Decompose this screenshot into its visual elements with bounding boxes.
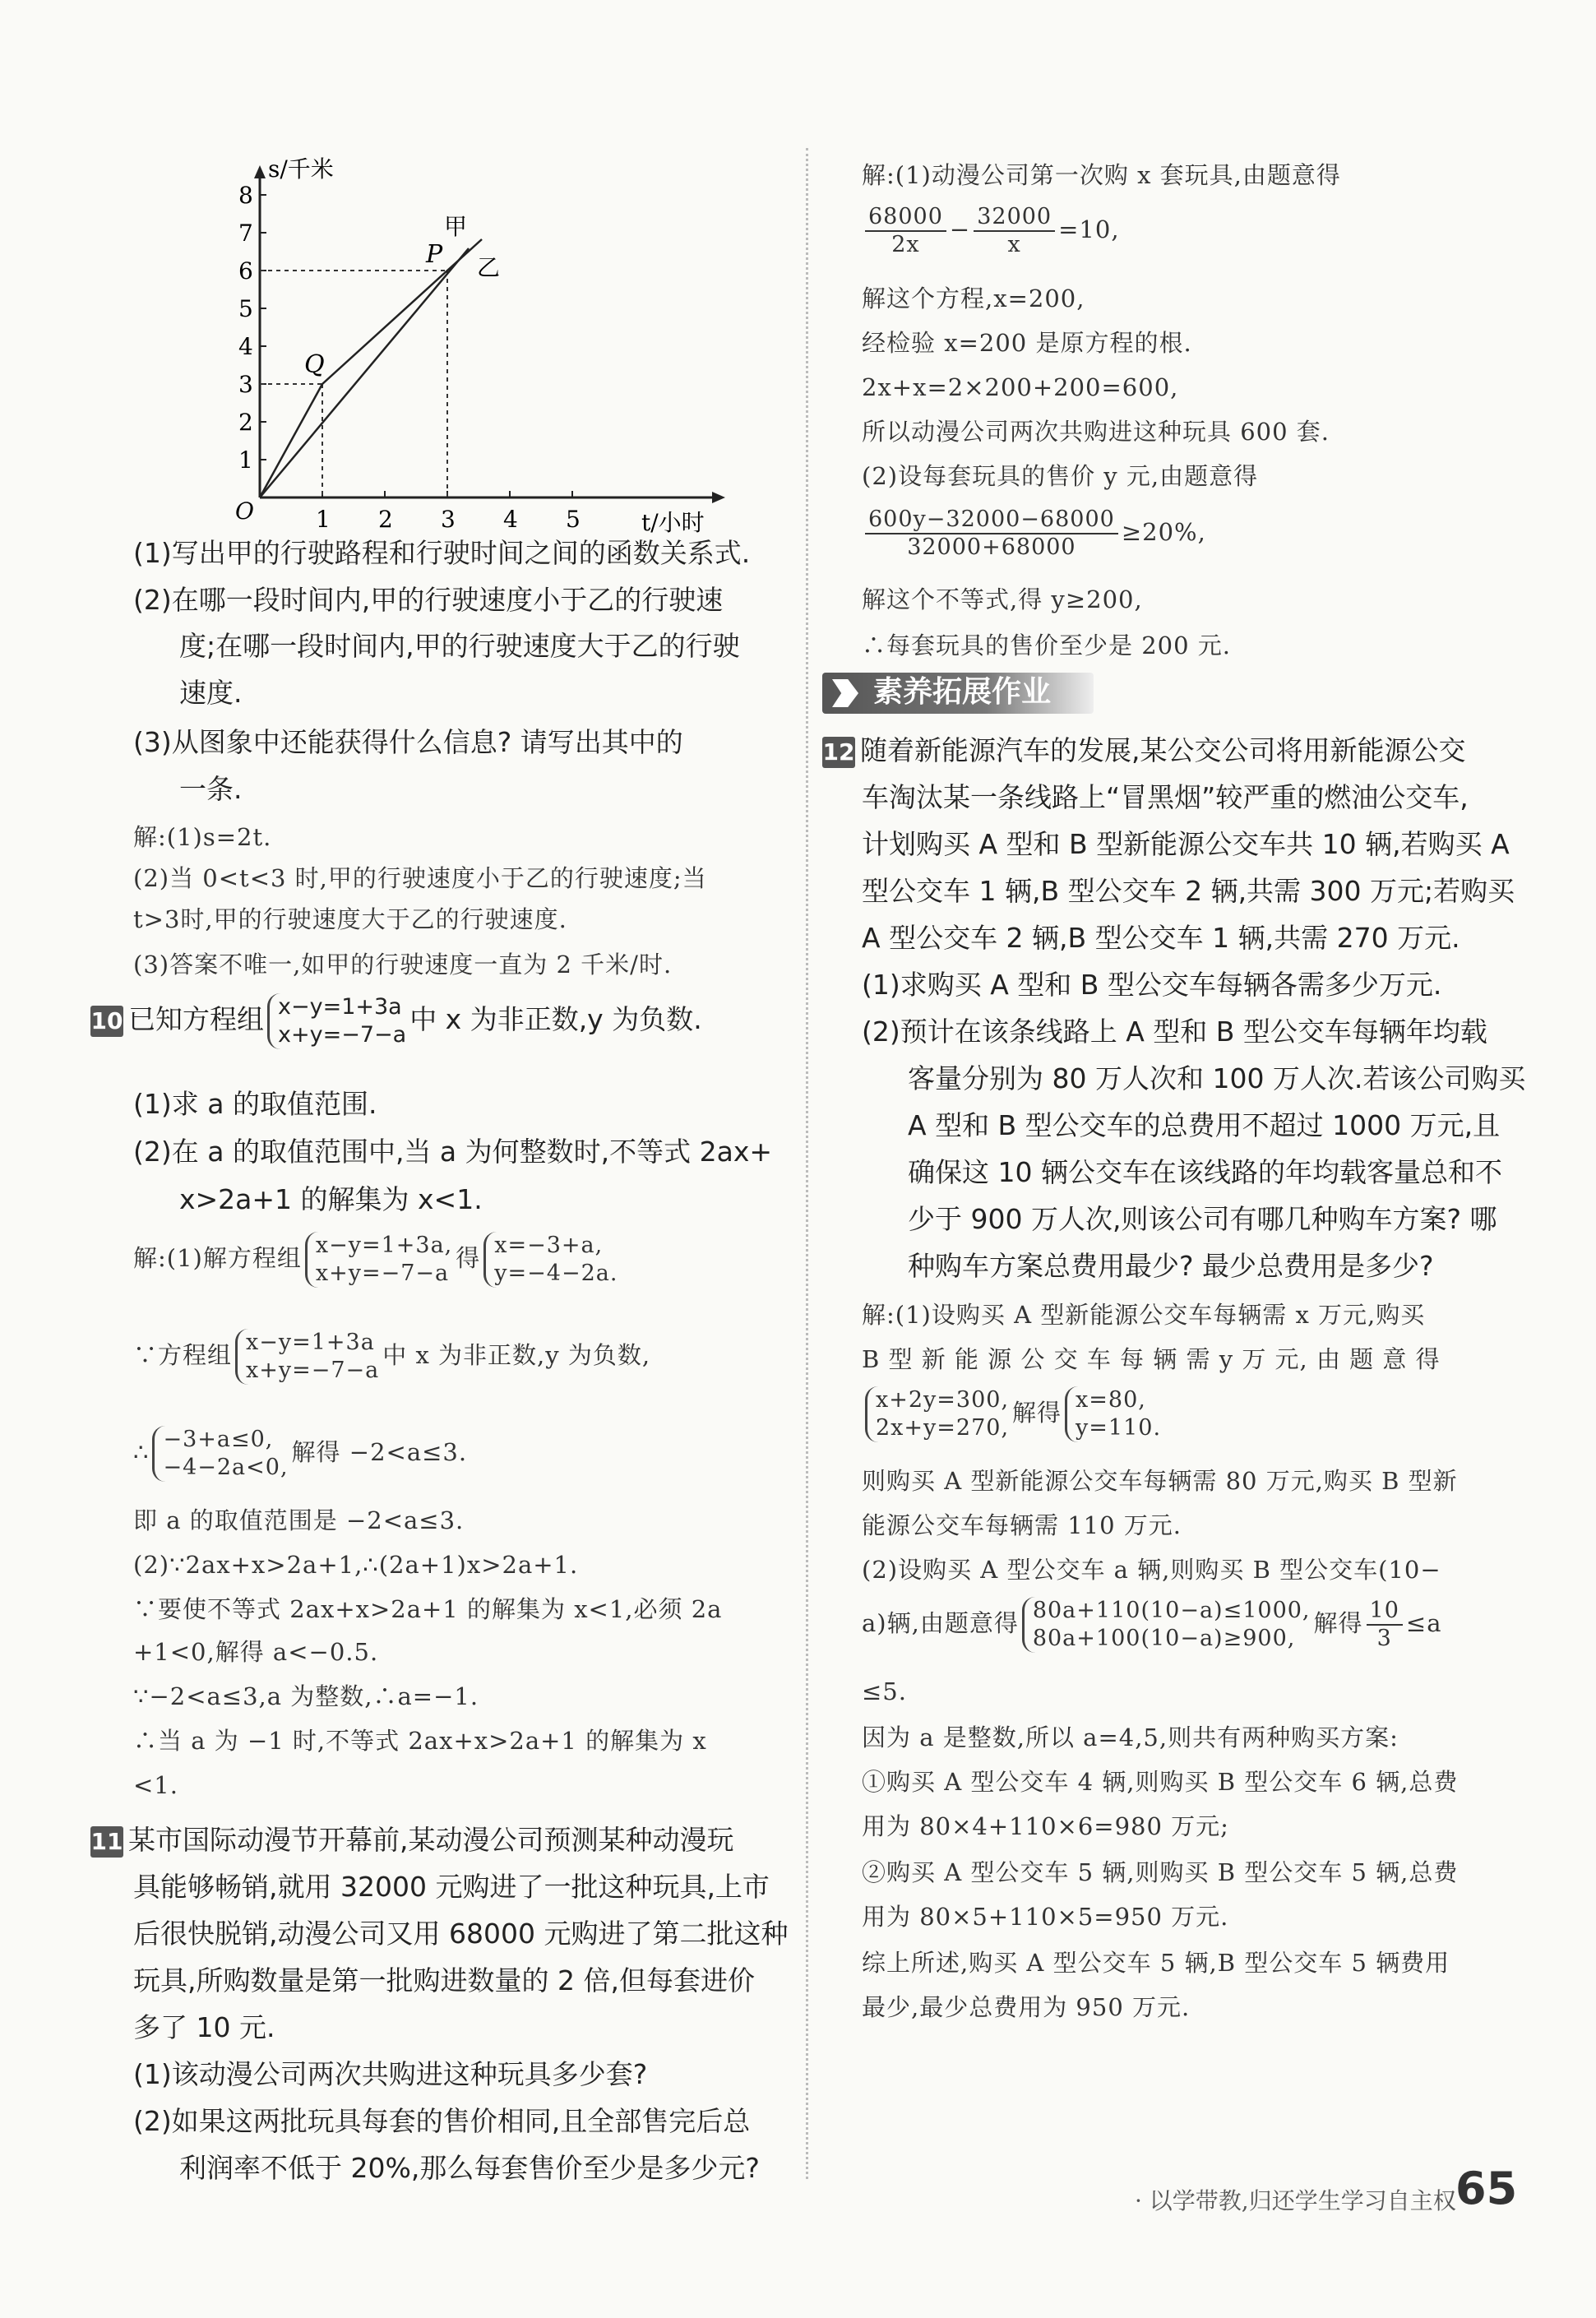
equation: x−y=1+3a,	[315, 1233, 453, 1258]
answer-text: 解得	[1012, 1399, 1062, 1427]
q11-part1: (1)该动漫公司两次共购进这种玩具多少套?	[133, 2058, 648, 2090]
q12-answer	[862, 1385, 1164, 1442]
q10-answer	[133, 1327, 650, 1385]
q12-answer: 最少,最少总费用为 950 万元.	[862, 1993, 1191, 2021]
q10-answer: ∴当 a 为 −1 时,不等式 2ax+x>2a+1 的解集为 x	[133, 1727, 707, 1755]
equation: x+y=−7−a	[278, 1021, 407, 1048]
q12-answer	[862, 1595, 1441, 1653]
q10-stem-text: 中 x 为非正数,y 为负数.	[409, 1003, 702, 1035]
y-tick-label: 8	[238, 182, 253, 209]
equation: y=110.	[1076, 1415, 1162, 1441]
y-axis-arrow	[254, 165, 266, 178]
answer-text: 解:(1)解方程组	[133, 1244, 302, 1272]
q11-answer: ∴每套玩具的售价至少是 200 元.	[862, 632, 1232, 659]
q12-part2: 种购车方案总费用最少? 最少总费用是多少?	[908, 1250, 1434, 1282]
q12-answer: ②购买 A 型公交车 5 辆,则购买 B 型公交车 5 辆,总费	[862, 1858, 1459, 1886]
equation-system	[865, 1386, 1009, 1442]
equation: y=−4−2a.	[494, 1261, 618, 1286]
fraction	[865, 204, 946, 258]
y-tick-label: 5	[238, 295, 253, 322]
q11-answer: 解这个不等式,得 y≥200,	[862, 585, 1143, 613]
q12-stem: A 型公交车 2 辆,B 型公交车 1 辆,共需 270 万元.	[862, 922, 1460, 954]
x-tick-label: 2	[378, 506, 393, 533]
label-p: P	[426, 240, 443, 269]
inequality-system	[1022, 1597, 1311, 1653]
denominator: 2x	[891, 232, 920, 257]
q12-part2: 少于 900 万人次,则该公司有哪几种购车方案? 哪	[908, 1203, 1497, 1235]
answer-text: ≤a	[1405, 1609, 1442, 1637]
q10-answer	[133, 1424, 467, 1482]
answer-text: 解得	[1313, 1609, 1363, 1637]
inequality: 80a+100(10−a)≥900,	[1032, 1626, 1296, 1651]
x-axis-label: t/小时	[641, 509, 705, 536]
q9-part2: 速度.	[179, 677, 243, 709]
y-tick-label: 1	[238, 446, 253, 474]
q11-answer-inequality	[862, 503, 1206, 561]
q9-part3: (3)从图象中还能获得什么信息? 请写出其中的	[133, 726, 683, 758]
denominator: x	[1007, 232, 1021, 257]
equation: x+y=−7−a	[246, 1358, 380, 1383]
q11-stem-text: 某市国际动漫节开幕前,某动漫公司预测某种动漫玩	[128, 1824, 734, 1856]
y-tick-label: 6	[238, 257, 253, 285]
q12-stem: 计划购买 A 型和 B 型新能源公交车共 10 辆,若购买 A	[862, 828, 1510, 860]
q12-stem	[822, 732, 1466, 770]
question-number: 10	[90, 1006, 123, 1037]
equation: 2x+y=270,	[876, 1415, 1010, 1441]
answer-text: ∴	[133, 1438, 150, 1466]
q12-part2: 确保这 10 辆公交车在该线路的年均载客量总和不	[908, 1156, 1502, 1188]
answer-text: 中 x 为非正数,y 为负数,	[382, 1341, 651, 1369]
q9-part2: 度;在哪一段时间内,甲的行驶速度大于乙的行驶	[179, 630, 740, 662]
numerator: 600y−32000−68000	[865, 507, 1118, 534]
q9-part3: 一条.	[179, 773, 243, 805]
q9-answer: (3)答案不唯一,如甲的行驶速度一直为 2 千米/时.	[133, 951, 673, 979]
answer-text: 得	[456, 1244, 481, 1272]
q11-answer: (2)设每套玩具的售价 y 元,由题意得	[862, 462, 1259, 490]
answer-text: a)辆,由题意得	[862, 1609, 1019, 1637]
q12-part1: (1)求购买 A 型和 B 型公交车每辆各需多少万元.	[862, 969, 1442, 1001]
numerator: 32000	[974, 204, 1055, 232]
q12-stem: 型公交车 1 辆,B 型公交车 2 辆,共需 300 万元;若购买	[862, 875, 1515, 907]
column-divider	[806, 148, 808, 2179]
q12-answer: ①购买 A 型公交车 4 辆,则购买 B 型公交车 6 辆,总费	[862, 1768, 1459, 1796]
q10-answer: ∵−2<a≤3,a 为整数,∴a=−1.	[133, 1682, 479, 1710]
q12-answer: (2)设购买 A 型公交车 a 辆,则购买 B 型公交车(10−	[862, 1556, 1441, 1584]
equation-system	[1065, 1386, 1161, 1442]
q10-answer: ∵要使不等式 2ax+x>2a+1 的解集为 x<1,必须 2a	[133, 1595, 723, 1623]
answer-text: 解得 −2<a≤3.	[291, 1438, 468, 1466]
q12-part2: (2)预计在该条线路上 A 型和 B 型公交车每辆年均载	[862, 1016, 1487, 1048]
q9-answer: 解:(1)s=2t.	[133, 823, 272, 851]
y-tick-label: 3	[238, 371, 253, 398]
q10-answer	[133, 1230, 621, 1288]
q12-answer: 能源公交车每辆需 110 万元.	[862, 1511, 1182, 1539]
equation: x=80,	[1076, 1387, 1146, 1413]
numerator: 10	[1367, 1598, 1403, 1626]
q11-stem: 后很快脱销,动漫公司又用 68000 元购进了第二批这种	[133, 1918, 789, 1950]
equation: x+y=−7−a	[315, 1261, 450, 1286]
y-tick-label: 2	[238, 409, 253, 436]
q10-part2: x>2a+1 的解集为 x<1.	[179, 1183, 483, 1215]
q12-answer: 综上所述,购买 A 型公交车 5 辆,B 型公交车 5 辆费用	[862, 1949, 1450, 1977]
footer-motto: · 以学带教,归还学生学习自主权 ·	[1135, 2187, 1471, 2214]
origin-label: O	[235, 497, 254, 525]
q11-answer-equation: $\frac{68000}{2x}$ − $\frac{32000}{x}$ =10,	[862, 201, 1120, 258]
q12-answer: 解:(1)设购买 A 型新能源公交车每辆需 x 万元,购买	[862, 1301, 1426, 1329]
q11-answer: 经检验 x=200 是原方程的根.	[862, 329, 1192, 357]
q11-answer: 解这个方程,x=200,	[862, 285, 1085, 312]
q11-part2: 利润率不低于 20%,那么每套售价至少是多少元?	[179, 2152, 760, 2184]
q12-part2: A 型和 B 型公交车的总费用不超过 1000 万元,且	[908, 1109, 1501, 1141]
q12-part2: 客量分别为 80 万人次和 100 万人次.若该公司购买	[908, 1062, 1526, 1094]
fraction	[865, 507, 1118, 561]
x-tick-label: 3	[441, 506, 456, 533]
q11-stem: 具能够畅销,就用 32000 元购进了一批这种玩具,上市	[133, 1871, 770, 1903]
answer-text: ∵方程组	[133, 1341, 233, 1369]
x-tick-label: 1	[316, 506, 331, 533]
q12-answer: 用为 80×5+110×5=950 万元.	[862, 1903, 1229, 1931]
y-axis-label: s/千米	[268, 155, 334, 183]
answer-text: ≥20%,	[1121, 518, 1206, 546]
q9-part1: (1)写出甲的行驶路程和行驶时间之间的函数关系式.	[133, 537, 751, 569]
line-jia	[260, 248, 469, 497]
q12-answer: 因为 a 是整数,所以 a=4,5,则共有两种购买方案:	[862, 1723, 1399, 1751]
section-heading	[822, 668, 1094, 717]
q10-answer: <1.	[133, 1771, 178, 1799]
inequality-system	[152, 1426, 288, 1482]
q9-part2: (2)在哪一段时间内,甲的行驶速度小于乙的行驶速	[133, 584, 724, 616]
q12-answer: B 型 新 能 源 公 交 车 每 辆 需 y 万 元, 由 题 意 得	[862, 1345, 1441, 1373]
question-number: 11	[90, 1826, 123, 1858]
label-q: Q	[304, 350, 325, 379]
q12-answer: 则购买 A 型新能源公交车每辆需 80 万元,购买 B 型新	[862, 1467, 1458, 1495]
question-number: 12	[822, 737, 855, 768]
x-tick-label: 4	[503, 506, 518, 533]
distance-time-graph	[206, 152, 765, 539]
label-yi: 乙	[477, 254, 501, 281]
denominator: 3	[1376, 1626, 1392, 1651]
q10-stem-text: 已知方程组	[128, 1003, 264, 1035]
numerator: 68000	[865, 204, 946, 232]
equation: x−y=1+3a	[246, 1330, 375, 1355]
q9-answer: t>3时,甲的行驶速度大于乙的行驶速度.	[133, 905, 567, 933]
equation-system	[235, 1329, 379, 1385]
equation: x=−3+a,	[494, 1233, 604, 1258]
denominator: 32000+68000	[907, 534, 1076, 560]
inequality: −4−2a<0,	[163, 1455, 289, 1480]
fraction	[974, 204, 1055, 258]
section-title: 素养拓展作业	[873, 675, 1052, 709]
page-number: 65	[1455, 2163, 1518, 2214]
q10-answer: 即 a 的取值范围是 −2<a≤3.	[133, 1506, 465, 1534]
equation-system	[267, 993, 406, 1049]
y-tick-label: 4	[238, 333, 253, 360]
equation: x+2y=300,	[876, 1387, 1010, 1413]
q11-answer: 解:(1)动漫公司第一次购 x 套玩具,由题意得	[862, 161, 1341, 189]
q10-part1: (1)求 a 的取值范围.	[133, 1088, 377, 1120]
fraction	[1367, 1598, 1403, 1652]
q10-answer: (2)∵2ax+x>2a+1,∴(2a+1)x>2a+1.	[133, 1551, 579, 1579]
q10-answer: +1<0,解得 a<−0.5.	[133, 1638, 379, 1666]
answer-text: =10,	[1058, 215, 1120, 243]
label-jia: 甲	[444, 213, 468, 240]
x-tick-label: 5	[566, 506, 581, 533]
q11-part2: (2)如果这两批玩具每套的售价相同,且全部售完后总	[133, 2105, 751, 2137]
equation: x−y=1+3a	[278, 993, 402, 1020]
q11-stem	[90, 1821, 734, 1859]
q10-part2: (2)在 a 的取值范围中,当 a 为何整数时,不等式 2ax+	[133, 1136, 773, 1168]
q11-stem: 多了 10 元.	[133, 2011, 275, 2043]
y-tick-label: 7	[238, 220, 253, 247]
q11-stem: 玩具,所购数量是第一批购进数量的 2 倍,但每套进价	[133, 1964, 755, 1996]
inequality: 80a+110(10−a)≤1000,	[1032, 1598, 1311, 1623]
equation-system	[483, 1232, 618, 1288]
q12-stem: 车淘汰某一条线路上“冒黑烟”较严重的燃油公交车,	[862, 781, 1469, 813]
q12-stem-text: 随着新能源汽车的发展,某公交公司将用新能源公交	[860, 734, 1466, 766]
x-axis-arrow	[712, 492, 725, 503]
q11-answer: 所以动漫公司两次共购进这种玩具 600 套.	[862, 418, 1330, 446]
q10-stem	[90, 991, 702, 1049]
q11-answer: 2x+x=2×200+200=600,	[862, 373, 1179, 401]
q12-answer: 用为 80×4+110×6=980 万元;	[862, 1812, 1229, 1840]
inequality: −3+a≤0,	[163, 1427, 274, 1452]
q12-answer: ≤5.	[862, 1677, 907, 1705]
q9-answer: (2)当 0<t<3 时,甲的行驶速度小于乙的行驶速度;当	[133, 864, 707, 892]
equation-system	[305, 1232, 452, 1288]
